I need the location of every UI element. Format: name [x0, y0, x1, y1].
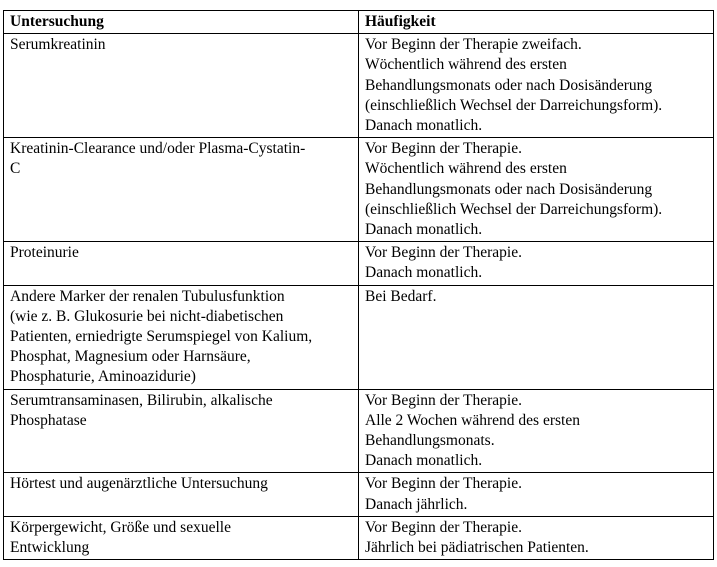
exam-cell — [4, 389, 359, 473]
frequency-cell — [359, 138, 714, 242]
frequency-line: Vor Beginn der Therapie. — [365, 518, 522, 536]
table-header-row — [4, 11, 714, 34]
table-row — [4, 473, 714, 516]
table-row — [4, 34, 714, 138]
exam-line: Hörtest und augenärztliche Untersuchung — [10, 475, 268, 493]
exam-line: Körpergewicht, Größe und sexuelle — [10, 518, 231, 536]
frequency-line: Jährlich bei pädiatrischen Patienten. — [365, 539, 589, 557]
frequency-cell — [359, 34, 714, 138]
frequency-line: Vor Beginn der Therapie. — [365, 391, 522, 409]
frequency-line: Wöchentlich während des ersten — [365, 56, 567, 74]
exam-line: Andere Marker der renalen Tubulusfunktion — [10, 287, 285, 305]
frequency-cell — [359, 242, 714, 285]
frequency-line: Wöchentlich während des ersten — [365, 160, 567, 178]
frequency-line: Vor Beginn der Therapie. — [365, 475, 522, 493]
exam-line: Phosphat, Magnesium oder Harnsäure, — [10, 348, 251, 366]
frequency-cell — [359, 389, 714, 473]
frequency-line: Danach jährlich. — [365, 495, 468, 513]
frequency-cell — [359, 516, 714, 559]
frequency-line: (einschließlich Wechsel der Darreichungsform). — [365, 96, 663, 114]
frequency-line: Behandlungsmonats. — [365, 432, 495, 450]
frequency-line: Vor Beginn der Therapie zweifach. — [365, 36, 582, 54]
exam-cell — [4, 242, 359, 285]
header-untersuchung: Untersuchung — [4, 11, 359, 34]
exam-line: Serumkreatinin — [10, 36, 106, 54]
frequency-line: Behandlungsmonats oder nach Dosisänderung — [365, 180, 653, 198]
exam-cell — [4, 516, 359, 559]
exam-cell — [4, 138, 359, 242]
table-row — [4, 242, 714, 285]
frequency-line: Vor Beginn der Therapie. — [365, 140, 522, 158]
table-body — [4, 34, 714, 560]
frequency-cell — [359, 473, 714, 516]
exam-line: Kreatinin-Clearance und/oder Plasma-Cystatin- — [10, 140, 306, 158]
frequency-line: (einschließlich Wechsel der Darreichungsform). — [365, 200, 663, 218]
frequency-line: Danach monatlich. — [365, 117, 483, 135]
header-haeufigkeit: Häufigkeit — [359, 11, 714, 34]
exam-cell — [4, 34, 359, 138]
frequency-line: Behandlungsmonats oder nach Dosisänderung — [365, 76, 653, 94]
table-row — [4, 516, 714, 559]
table-row — [4, 285, 714, 389]
frequency-line: Danach monatlich. — [365, 264, 483, 282]
frequency-line: Vor Beginn der Therapie. — [365, 244, 522, 262]
exam-line: Phosphatase — [10, 411, 87, 429]
exam-line: (wie z. B. Glukosurie bei nicht-diabetischen — [10, 307, 284, 325]
exam-cell — [4, 473, 359, 516]
table-row — [4, 138, 714, 242]
monitoring-table — [3, 10, 714, 560]
exam-cell — [4, 285, 359, 389]
frequency-line: Bei Bedarf. — [365, 287, 437, 305]
exam-line: Entwicklung — [10, 539, 90, 557]
exam-line: Proteinurie — [10, 244, 79, 262]
frequency-line: Danach monatlich. — [365, 452, 483, 470]
exam-line: Serumtransaminasen, Bilirubin, alkalische — [10, 391, 273, 409]
frequency-line: Alle 2 Wochen während des ersten — [365, 411, 580, 429]
frequency-line: Danach monatlich. — [365, 221, 483, 239]
frequency-cell — [359, 285, 714, 389]
exam-line: Patienten, erniedrigte Serumspiegel von Kalium, — [10, 328, 313, 346]
table-row — [4, 389, 714, 473]
exam-line: C — [10, 160, 21, 178]
exam-line: Phosphaturie, Aminoazidurie) — [10, 368, 196, 386]
